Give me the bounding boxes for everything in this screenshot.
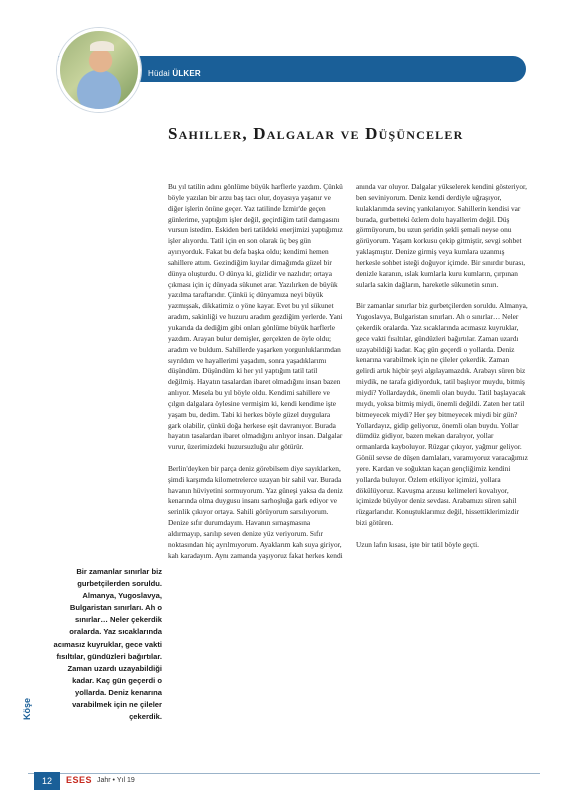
author-first-name: Hüdai	[148, 69, 170, 78]
pull-quote: Bir zamanlar sınırlar biz gurbetçilerden soruldu. Almanya, Yugoslavya, Bulgaristan sınırları. Ah o sınırlar… Neler çekerdik oralarda. Yaz sıcaklarında acımasız kuyruklar, gece vakti fısıltılar, gündüzleri bağırtılar. Zaman uzardı uzayabildiği kadar. Kaç gün geçerdi o yollarda. Deniz kenarına varabilmek için ne çileler çekerdik.	[53, 567, 162, 722]
section-label: Köşe	[22, 698, 32, 721]
article-column-left	[168, 182, 344, 572]
author-avatar	[57, 28, 141, 112]
page-number: 12	[34, 772, 60, 790]
magazine-logo: ESES	[66, 775, 93, 785]
paragraph: Bir zamanlar sınırlar biz gurbetçilerden soruldu. Almanya, Yugoslavya, Bulgaristan sınırları. Ah o sınırlar… Neler çekerdik oralarda. Yaz sıcaklarında acımasız kuyruklar, gece vakti fısıltılar, gündüzleri bağırtılar. Zaman uzardı uzayabildiği kadar. Kaç gün geçerdi o yollarda. Deniz kenarına varabilmek için ne çileler çekerdik. Zaman gelirdi artık hiçbir şeyi algılayamazdık. Arabayı süren biz miydik, ne tarafa gidiyorduk, tatil başlıyor muydu, bitmiş miydi? Yollardaydık, önemli olan buydu. Tatil başlayacak mıydı, yoksa bitmiş miydi, önemli değildi. Zaten her tatil bitmeyecek miydi? Her şey bitmeyecek miydi bir gün? Yollardayız, gidip geliyoruz, önemli olan buydu. Yollar dümdüz gidiyor, bazen mekan daralıyor, yollar ormanlarda kayboluyor. Rüzgar çıkıyor, yağmur geliyor. Gönül sevse de düşen damlaları, varamıyoruz varacağımız yere. Kardan ve soğuktan kaçan gençliğimiz kendini yollarda buluyor. Özlem etkiliyor içimizi, yollara dökülüyoruz. Kavuşma arzusu kelimeleri kovalıyor, içimizde büyüyor deniz sevdası. Arabamızı süren sahil rüzgarlarıdır. Konuştuklarımız değil, hissettiklerimizdir bizi götüren.	[356, 301, 528, 528]
paragraph: Berlin'deyken bir parça deniz görebilsem diye sayıklarken, şimdi karşımda kilometrelerce uzayan bir sahil var. Burada havanın hüviyetini sormuyorum. Yaz güneşi yaksa da deniz kenarında olma duygusu insanı sarhoşluğa gark ediyor ve serinlik çıkıyor ortaya. Sahili görüyorum sarsılıyorum. Denize sıfır durumdayım. Havanın sırnaşmasına aldırmayıp, sarılıp seven denize yüz veriyorum. Sıfır noktasından hiç ayrılmıyorum. Ayaklarım kah suya giriyor, kah karadayım. Aynı zamanda yaşıyoruz fakat herkes kendi	[168, 463, 343, 560]
paragraph: Uzun lafın kısası, işte bir tatil böyle geçti.	[356, 539, 479, 549]
author-last-name: ÜLKER	[172, 69, 201, 78]
paragraph: Bu yıl tatilin adını gönlüme büyük harflerle yazdım. Çünkü böyle yazılan bir arzu baş tacı olur, doyasıya yaşanır ve diğer işlerin önüne geçer. Yaz tatilinde İzmir'de geçen günlerime, yaptığım işler değil, geçirdiğim tatil damgasını vursun istedim. Eskiden beri tatildeki enerjimizi yaptığımız işler alıyordu. Tatil için en son olarak üç beş gün ayırıyorduk. Fakat bu defa başka oldu; kendimi hemen sahillere attım. Gezindiğim kıyılar dimağımda güzel bir dünya oluşturdu. O dünya ki, gizlidir ve nazlıdır; ortaya çıkması için iç dünyada sükunet arar. Yazılırken de büyük yazılma taraftarıdır. Çünkü iç dünyamıza neyi büyük yazmışsak, dikkatimiz o yöne kayar. Evet bu yıl sükunet aradım, sakinliği ve huzuru aradım gezdiğim yerlerde. Yani yukarıda da dediğim gibi onları gönlüme büyük harflerle yazdım. Arayan bulur demişler, gerçekten de öyle oldu; aradım ve buldum. Sahillerde yaşarken yorgunluklarımdan sıyrıldım ve hayallerimi yaşadım, sonra yaşadıklarımı düşündüm. Düşündüm ki her yıl yaptığım tatil tatil değilmiş. Hayatın tasalardan ibaret olmadığını insan bazen anlıyor. Mesela bu yıl böyle oldu. Kendimi sahillere ve çılgın dalgalara öylesine vermişim ki, kendi kendime işte yaşam bu, dedim. Tabi ki herkes böyle güzel duygulara gark olabilir, çünkü doğa herkese eşit davranıyor. Burada hayatın tasalardan ibaret olmadığını anlıyor insan. Dalgalar vurur, üzerimizdeki huzursuzluğu alır götürür.	[168, 182, 343, 452]
paragraph: anında var oluyor. Dalgalar yükselerek kendini gösteriyor, ben seviniyorum. Deniz kendi derdiyle uğraşıyor, kulaklarımda sevinç yankılanıyor. Sahillerin kendisi var burada, gurbetteki özlem dolu hayallerim değil. Düş görmüyorum, bu uzun şeridin şekli şemali neyse onu görüyorum. Yaşam korkusu çekip gitmiştir, sevgi sohbet yaklaşmıştır. Denize girmiş veya kumlara uzanmış herkesle sohbet isteği doğuyor içimde. Bir sınırdır burası, denizle karanın, ıslak kumlarla kuru kumların, çırpınan sularla sakin dağların, hareketle sükunetin sınırı.	[356, 182, 528, 289]
article-column-right	[356, 182, 528, 561]
issue-label: Jahr • Yıl 19	[97, 777, 135, 784]
avatar-hair	[90, 41, 114, 51]
author-name	[148, 69, 201, 78]
footer-divider	[28, 773, 540, 774]
article-title: Sahiller, Dalgalar ve Düşünceler	[168, 124, 464, 143]
